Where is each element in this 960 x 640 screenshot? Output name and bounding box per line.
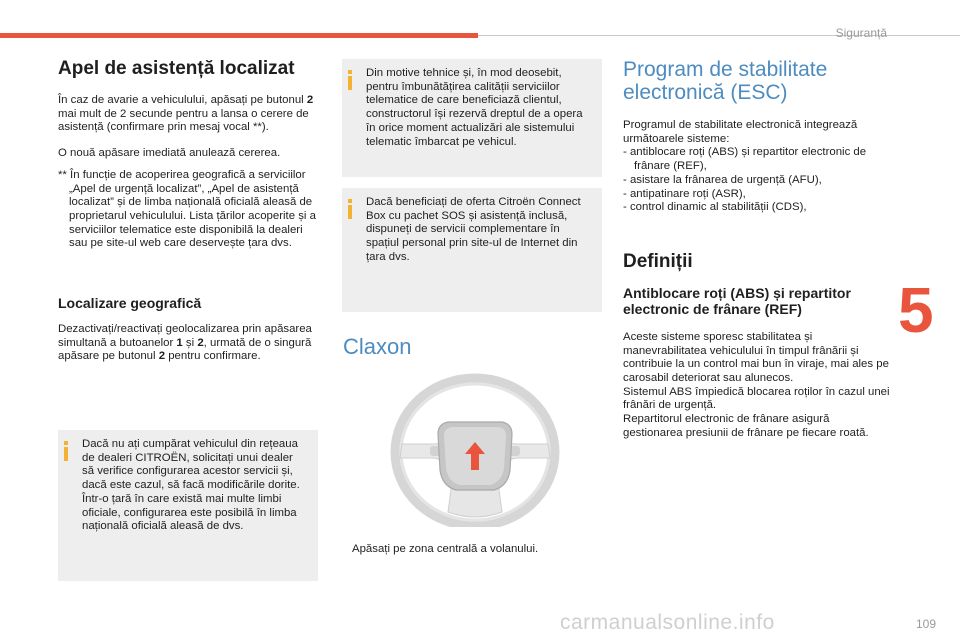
assistance-call-title: Apel de asistență localizat [58, 58, 295, 79]
list-item: - antiblocare roți (ABS) și repartitor electronic de frânare (REF), [623, 146, 867, 173]
abs-paragraph: Repartitorul electronic de frânare asigură gestionarea presiunii de frânare pe fiecare roată. [623, 413, 869, 439]
coverage-footnote: ** În funcție de acoperirea geografică a serviciilor „Apel de urgență localizat”, „Apel de asistență localizat” și de limba națională oficială aleasă de proprietarul vehiculului. Lista țărilor acoperite și a serviciilor telematice este disponibilă la dealeri sau pe site-ul web care deservește țara dvs. [58, 168, 316, 250]
text-fragment: mai mult de 2 secunde pentru a lansa o cerere de asistență (confirmare prin mesaj vocal **). [58, 107, 309, 134]
esc-title: Program de stabilitate electronică (ESC) [623, 58, 828, 104]
watermark: carmanualsonline.info [560, 611, 775, 634]
column-emergency-assistance [58, 58, 320, 376]
page-number: 109 [915, 617, 936, 631]
text-fragment: , urmată de o singură apăsare pe butonul [58, 336, 312, 363]
dealer-info-text: Dacă nu ați cumpărat vehiculul din rețeaua de dealeri CITROËN, solicitați unui dealer să verifice configurarea acestor servicii și, dacă este cazul, să facă modificările dorite. Într-o țară în care există mai multe limbi oficiale, configurarea este posibilă în limba națională oficială aleasă de dvs. [82, 438, 300, 533]
abs-paragraph: Aceste sisteme sporesc stabilitatea și manevrabilitatea vehiculului în timpul frânării și contribuie la un control mai bun în viraje, mai ales pe carosabil deteriorat sau alunecos. [623, 330, 889, 385]
abs-paragraph: Sistemul ABS împiedică blocarea roților în cazul unei frânări de urgență. [623, 385, 890, 412]
text-fragment: și [182, 336, 198, 349]
text-fragment: pentru confirmare. [165, 350, 261, 363]
column-esc [623, 58, 891, 441]
section-label: Siguranță [835, 26, 887, 40]
telematics-info-box [342, 59, 602, 177]
assistance-paragraph [58, 94, 320, 135]
abs-ref-title: Antiblocare roți (ABS) și repartitor electronic de frânare (REF) [623, 284, 851, 317]
header-accent-bar [0, 33, 478, 38]
header-rule [478, 35, 960, 36]
geolocation-paragraph [58, 323, 320, 364]
esc-system-list [623, 146, 891, 215]
horn-title: Claxon [343, 334, 412, 359]
chapter-number: 5 [898, 274, 934, 346]
geolocation-title: Localizare geografică [58, 295, 202, 312]
cancel-paragraph: O nouă apăsare imediată anulează cererea. [58, 147, 281, 160]
telematics-info-text: Din motive tehnice și, în mod deosebit, pentru îmbunătățirea calității serviciilor telematice de care beneficiază clientul, constructorul își rezervă dreptul de a opera în orice moment actualizări ale sistemului telematic îmbarcat pe vehicul. [366, 67, 583, 148]
info-icon [348, 199, 352, 219]
button-ref: 1 [176, 336, 183, 349]
connect-box-info-box [342, 188, 602, 312]
definitions-title: Definiții [623, 250, 693, 272]
list-item: - antipatinare roți (ASR), [623, 187, 746, 200]
dealer-info-box [58, 430, 318, 581]
info-icon [64, 441, 68, 461]
list-item: - asistare la frânarea de urgență (AFU), [623, 173, 822, 186]
steering-wheel-illustration [390, 372, 560, 527]
button-ref: 2 [306, 94, 314, 106]
horn-caption [344, 543, 538, 555]
info-icon [348, 70, 352, 90]
button-ref: 2 [197, 336, 204, 349]
text-fragment: Dezactivați/reactivați geolocalizarea prin apăsarea simultană a butoanelor [58, 323, 312, 349]
esc-intro: Programul de stabilitate electronică integrează următoarele sisteme: [623, 119, 858, 145]
connect-box-info-text: Dacă beneficiați de oferta Citroën Connect Box cu pachet SOS și asistență inclusă, dispuneți de servicii complementare în spațiul personal prin site-ul de Internet din țara dvs. [366, 196, 581, 263]
text-fragment: În caz de avarie a vehiculului, apăsați pe butonul [58, 94, 307, 106]
horn-caption-text: Apăsați pe zona centrală a volanului. [352, 543, 539, 555]
button-ref: 2 [158, 350, 166, 363]
list-item: - control dinamic al stabilității (CDS), [623, 201, 807, 214]
